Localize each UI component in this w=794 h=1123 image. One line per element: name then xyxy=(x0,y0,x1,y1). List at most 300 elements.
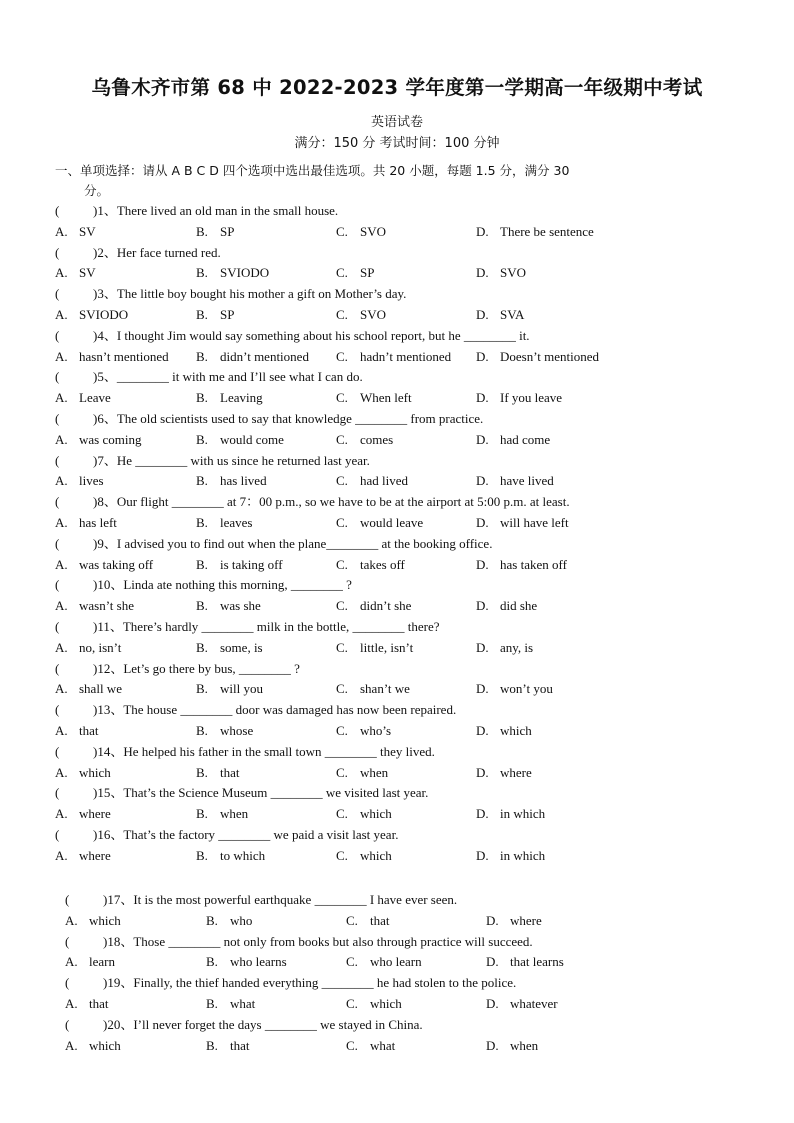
question-options xyxy=(65,994,685,1014)
option-text: to which xyxy=(220,847,266,863)
option-letter: D. xyxy=(476,306,489,322)
option-text: any, is xyxy=(500,639,534,655)
option-text: no, isn’t xyxy=(79,639,122,655)
option-text: in which xyxy=(500,806,546,822)
answer-blank[interactable]: ( xyxy=(55,244,60,260)
option-b[interactable] xyxy=(196,513,252,533)
option-text: takes off xyxy=(360,556,405,572)
option-c[interactable] xyxy=(336,721,391,741)
question-text: I advised you to find out when the plane________ at the booking office. xyxy=(116,535,493,551)
option-b[interactable] xyxy=(196,763,240,783)
option-text: Doesn’t mentioned xyxy=(500,348,600,364)
question-stem xyxy=(55,243,221,263)
question-text: He ________ with us since he returned last year. xyxy=(116,452,370,468)
option-c[interactable] xyxy=(336,763,388,783)
option-b[interactable] xyxy=(196,804,248,824)
answer-blank[interactable]: ( xyxy=(55,327,60,343)
option-text: is taking off xyxy=(220,556,283,572)
option-d[interactable] xyxy=(476,638,533,658)
option-letter: C. xyxy=(336,639,348,655)
question-item xyxy=(55,700,675,742)
option-text: which xyxy=(89,1037,121,1053)
option-text: did she xyxy=(500,598,538,614)
option-text: was coming xyxy=(79,431,142,447)
question-stem xyxy=(55,825,398,845)
option-text: wasn’t she xyxy=(79,598,135,614)
question-item xyxy=(55,825,675,867)
option-a[interactable] xyxy=(55,513,117,533)
option-letter: D. xyxy=(476,847,489,863)
option-text: that xyxy=(230,1037,250,1053)
option-text: leaves xyxy=(220,514,253,530)
question-number: )18、 xyxy=(103,933,134,949)
option-d[interactable] xyxy=(476,763,532,783)
option-a[interactable] xyxy=(55,388,111,408)
answer-blank[interactable]: ( xyxy=(55,743,60,759)
section-instructions-line1: 一、单项选择：请从 A B C D 四个选项中选出最佳选项。共 20 小题，每题 1.5 分，满分 30 xyxy=(55,163,570,178)
question-text: Her face turned red. xyxy=(116,244,221,260)
option-text: SVIODO xyxy=(220,265,270,281)
answer-blank[interactable]: ( xyxy=(55,577,60,593)
option-c[interactable] xyxy=(346,911,390,931)
option-a[interactable] xyxy=(55,763,111,783)
question-item xyxy=(55,201,675,243)
question-number: )5、 xyxy=(93,369,117,385)
question-text: The house ________ door was damaged has now been repaired. xyxy=(123,702,457,718)
option-b[interactable] xyxy=(206,1036,250,1056)
question-stem xyxy=(55,575,352,595)
answer-blank[interactable]: ( xyxy=(55,660,60,676)
option-text: little, isn’t xyxy=(360,639,414,655)
answer-blank[interactable]: ( xyxy=(55,452,60,468)
question-list-continued xyxy=(65,890,685,1056)
question-options xyxy=(65,1036,685,1056)
option-text: won’t you xyxy=(500,681,553,697)
question-options xyxy=(55,430,675,450)
option-d[interactable] xyxy=(476,596,537,616)
option-b[interactable] xyxy=(196,430,284,450)
question-options xyxy=(55,596,675,616)
option-letter: C. xyxy=(336,306,348,322)
question-stem xyxy=(55,659,300,679)
question-text: That’s the factory ________ we paid a visit last year. xyxy=(123,826,399,842)
answer-blank[interactable]: ( xyxy=(55,203,60,218)
option-text: SP xyxy=(220,223,235,239)
question-text: Finally, the thief handed everything ________ he had stolen to the police. xyxy=(133,975,517,991)
question-item xyxy=(65,932,685,974)
option-d[interactable] xyxy=(476,555,567,575)
question-stem xyxy=(55,700,456,720)
option-a[interactable] xyxy=(55,804,111,824)
option-text: has left xyxy=(79,514,117,530)
option-letter: B. xyxy=(196,681,208,697)
option-c[interactable] xyxy=(336,804,392,824)
answer-blank[interactable]: ( xyxy=(55,410,60,426)
option-text: where xyxy=(79,847,111,863)
question-number: )1、 xyxy=(93,203,117,218)
option-b[interactable] xyxy=(196,596,261,616)
option-a[interactable] xyxy=(55,638,121,658)
option-letter: C. xyxy=(336,473,348,489)
section-instructions-line2: 分。 xyxy=(84,183,110,198)
option-text: would leave xyxy=(360,514,424,530)
option-a[interactable] xyxy=(65,1036,121,1056)
option-a[interactable] xyxy=(55,430,141,450)
question-stem xyxy=(65,1015,423,1035)
option-b[interactable] xyxy=(196,388,263,408)
option-letter: A. xyxy=(55,348,68,364)
question-options xyxy=(55,222,675,242)
question-item xyxy=(55,783,675,825)
question-number: )15、 xyxy=(93,785,124,801)
option-text: who learns xyxy=(230,954,287,970)
option-letter: D. xyxy=(476,681,489,697)
question-stem xyxy=(55,492,570,512)
question-text: The old scientists used to say that knowledge ________ from practice. xyxy=(116,410,484,426)
option-text: didn’t she xyxy=(360,598,412,614)
question-stem xyxy=(65,932,533,952)
option-c[interactable] xyxy=(336,388,412,408)
question-stem xyxy=(55,409,483,429)
question-text: Those ________ not only from books but also through practice will succeed. xyxy=(133,933,533,949)
option-letter: B. xyxy=(196,806,208,822)
question-number: )19、 xyxy=(103,975,134,991)
option-text: Leave xyxy=(79,390,111,406)
option-letter: D. xyxy=(476,473,489,489)
question-number: )20、 xyxy=(103,1016,134,1032)
option-letter: D. xyxy=(476,265,489,281)
option-letter: C. xyxy=(336,681,348,697)
option-letter: A. xyxy=(55,473,68,489)
question-text: He helped his father in the small town ________ they lived. xyxy=(123,743,435,759)
option-letter: A. xyxy=(55,681,68,697)
option-b[interactable] xyxy=(196,679,263,699)
option-letter: D. xyxy=(476,764,489,780)
option-letter: A. xyxy=(55,223,68,239)
option-a[interactable] xyxy=(65,952,115,972)
option-letter: D. xyxy=(476,598,489,614)
question-text: Let’s go there by bus, ________ ? xyxy=(123,660,300,676)
option-text: was she xyxy=(220,598,261,614)
option-text: where xyxy=(500,764,532,780)
option-letter: B. xyxy=(196,722,208,738)
option-letter: D. xyxy=(476,431,489,447)
option-text: in which xyxy=(500,847,546,863)
answer-blank[interactable]: ( xyxy=(55,618,60,634)
option-a[interactable] xyxy=(55,555,153,575)
option-text: when xyxy=(510,1037,539,1053)
option-d[interactable] xyxy=(476,721,532,741)
option-letter: B. xyxy=(196,556,208,572)
question-item xyxy=(55,617,675,659)
option-d[interactable] xyxy=(476,471,554,491)
option-letter: A. xyxy=(55,764,68,780)
option-a[interactable] xyxy=(65,994,109,1014)
option-letter: B. xyxy=(196,514,208,530)
question-options xyxy=(55,763,675,783)
option-a[interactable] xyxy=(55,347,169,367)
question-options xyxy=(55,347,675,367)
option-c[interactable] xyxy=(336,555,405,575)
option-letter: D. xyxy=(476,223,489,239)
option-c[interactable] xyxy=(336,513,423,533)
option-text: SV xyxy=(79,265,96,281)
option-c[interactable] xyxy=(336,222,386,242)
option-d[interactable] xyxy=(476,679,553,699)
option-letter: D. xyxy=(476,806,489,822)
option-text: that xyxy=(89,995,109,1011)
option-text: would come xyxy=(220,431,284,447)
question-stem xyxy=(55,617,440,637)
option-a[interactable] xyxy=(55,305,128,325)
option-c[interactable] xyxy=(336,430,393,450)
option-letter: C. xyxy=(336,556,348,572)
option-letter: B. xyxy=(196,306,208,322)
question-stem xyxy=(55,534,492,554)
question-number: )6、 xyxy=(93,410,117,426)
question-item xyxy=(55,409,675,451)
question-options xyxy=(55,679,675,699)
question-number: )3、 xyxy=(93,286,117,302)
option-text: hadn’t mentioned xyxy=(360,348,452,364)
option-a[interactable] xyxy=(55,596,134,616)
answer-blank[interactable]: ( xyxy=(65,1016,70,1032)
option-text: SVO xyxy=(360,223,387,239)
question-number: )14、 xyxy=(93,743,124,759)
option-letter: D. xyxy=(486,954,499,970)
question-options xyxy=(55,721,675,741)
option-b[interactable] xyxy=(196,471,267,491)
question-stem xyxy=(55,201,338,221)
option-text: didn’t mentioned xyxy=(220,348,309,364)
option-b[interactable] xyxy=(196,721,253,741)
answer-blank[interactable]: ( xyxy=(55,702,60,718)
answer-blank[interactable]: ( xyxy=(55,286,60,302)
option-text: that xyxy=(220,764,240,780)
option-letter: C. xyxy=(336,722,348,738)
option-text: where xyxy=(79,806,111,822)
question-number: )13、 xyxy=(93,702,124,718)
option-d[interactable] xyxy=(476,388,562,408)
question-stem xyxy=(55,451,370,471)
answer-blank[interactable]: ( xyxy=(55,535,60,551)
option-letter: B. xyxy=(196,598,208,614)
question-number: )11、 xyxy=(93,618,123,634)
option-b[interactable] xyxy=(196,222,234,242)
option-d[interactable] xyxy=(476,347,599,367)
option-b[interactable] xyxy=(196,846,265,866)
question-stem xyxy=(55,783,428,803)
option-b[interactable] xyxy=(206,994,255,1014)
option-text: what xyxy=(370,1037,396,1053)
option-a[interactable] xyxy=(65,911,121,931)
option-a[interactable] xyxy=(55,721,99,741)
question-text: The little boy bought his mother a gift on Mother’s day. xyxy=(116,286,407,302)
option-text: which xyxy=(360,806,392,822)
option-a[interactable] xyxy=(55,263,96,283)
option-letter: B. xyxy=(196,473,208,489)
option-d[interactable] xyxy=(476,222,594,242)
option-b[interactable] xyxy=(196,555,283,575)
option-letter: A. xyxy=(65,954,78,970)
option-c[interactable] xyxy=(336,347,451,367)
option-letter: B. xyxy=(196,348,208,364)
option-text: had come xyxy=(500,431,551,447)
option-letter: D. xyxy=(486,912,499,928)
question-stem xyxy=(55,326,530,346)
option-text: SVA xyxy=(500,306,525,322)
exam-meta: 满分：150 分 考试时间：100 分钟 xyxy=(294,136,500,151)
answer-blank[interactable]: ( xyxy=(55,369,60,385)
answer-blank[interactable]: ( xyxy=(65,975,70,991)
option-letter: D. xyxy=(476,556,489,572)
option-letter: C. xyxy=(336,806,348,822)
answer-blank[interactable]: ( xyxy=(65,933,70,949)
option-c[interactable] xyxy=(336,305,386,325)
option-c[interactable] xyxy=(346,952,422,972)
option-b[interactable] xyxy=(196,305,234,325)
option-d[interactable] xyxy=(486,911,542,931)
question-stem xyxy=(65,890,457,910)
option-text: when xyxy=(220,806,249,822)
answer-blank[interactable]: ( xyxy=(65,892,70,907)
option-letter: A. xyxy=(55,722,68,738)
option-b[interactable] xyxy=(206,911,252,931)
option-text: who learn xyxy=(370,954,422,970)
question-item xyxy=(55,367,675,409)
option-letter: A. xyxy=(55,265,68,281)
option-text: SP xyxy=(360,265,375,281)
question-item xyxy=(55,284,675,326)
question-text: Our flight ________ at 7：00 p.m., so we have to be at the airport at 5:00 p.m. at least. xyxy=(116,494,570,510)
question-number: )9、 xyxy=(93,535,117,551)
question-options xyxy=(55,804,675,824)
option-c[interactable] xyxy=(336,638,413,658)
option-text: when xyxy=(360,764,389,780)
option-letter: B. xyxy=(206,995,218,1011)
answer-blank[interactable]: ( xyxy=(55,785,60,801)
option-d[interactable] xyxy=(486,1036,538,1056)
option-text: whatever xyxy=(510,995,558,1011)
option-letter: A. xyxy=(55,431,68,447)
question-options xyxy=(55,305,675,325)
option-text: shall we xyxy=(79,681,122,697)
option-d[interactable] xyxy=(486,952,564,972)
option-b[interactable] xyxy=(196,638,263,658)
question-item xyxy=(55,575,675,617)
question-stem xyxy=(55,742,435,762)
option-text: has taken off xyxy=(500,556,567,572)
option-letter: A. xyxy=(55,598,68,614)
option-text: which xyxy=(79,764,111,780)
option-c[interactable] xyxy=(346,1036,395,1056)
option-text: had lived xyxy=(360,473,409,489)
option-c[interactable] xyxy=(336,596,411,616)
question-options xyxy=(65,911,685,931)
question-text: ________ it with me and I’ll see what I can do. xyxy=(116,369,363,385)
option-text: have lived xyxy=(500,473,554,489)
question-text: It is the most powerful earthquake ________ I have ever seen. xyxy=(133,892,458,907)
exam-title: 乌鲁木齐市第 68 中 2022-2023 学年度第一学期高一年级期中考试 xyxy=(91,76,703,99)
option-b[interactable] xyxy=(196,263,269,283)
option-a[interactable] xyxy=(55,222,96,242)
option-c[interactable] xyxy=(346,994,402,1014)
option-c[interactable] xyxy=(336,471,408,491)
question-stem xyxy=(55,367,363,387)
option-a[interactable] xyxy=(55,471,104,491)
option-text: that xyxy=(370,912,390,928)
option-d[interactable] xyxy=(476,846,545,866)
option-d[interactable] xyxy=(476,513,569,533)
question-stem xyxy=(55,284,406,304)
option-text: SP xyxy=(220,306,235,322)
option-a[interactable] xyxy=(55,679,122,699)
question-item xyxy=(55,492,675,534)
question-number: )8、 xyxy=(93,494,117,510)
question-options xyxy=(55,263,675,283)
option-letter: A. xyxy=(55,806,68,822)
option-letter: C. xyxy=(336,598,348,614)
option-c[interactable] xyxy=(336,263,374,283)
option-text: whose xyxy=(220,722,254,738)
answer-blank[interactable]: ( xyxy=(55,826,60,842)
option-letter: D. xyxy=(476,390,489,406)
option-c[interactable] xyxy=(336,846,392,866)
option-text: shan’t we xyxy=(360,681,410,697)
option-letter: A. xyxy=(55,556,68,572)
option-b[interactable] xyxy=(206,952,287,972)
option-text: that learns xyxy=(510,954,564,970)
option-letter: C. xyxy=(336,764,348,780)
question-number: )17、 xyxy=(103,892,134,907)
option-text: that xyxy=(79,722,99,738)
option-letter: C. xyxy=(346,954,358,970)
option-d[interactable] xyxy=(476,804,545,824)
option-text: There be sentence xyxy=(500,223,594,239)
option-text: which xyxy=(370,995,402,1011)
question-number: )4、 xyxy=(93,327,117,343)
option-text: hasn’t mentioned xyxy=(79,348,169,364)
option-c[interactable] xyxy=(336,679,410,699)
option-b[interactable] xyxy=(196,347,309,367)
option-letter: C. xyxy=(346,912,358,928)
option-d[interactable] xyxy=(476,263,526,283)
option-letter: A. xyxy=(55,306,68,322)
option-d[interactable] xyxy=(486,994,558,1014)
question-item xyxy=(55,326,675,368)
option-text: which xyxy=(360,847,392,863)
option-text: what xyxy=(230,995,256,1011)
option-text: SV xyxy=(79,223,96,239)
answer-blank[interactable]: ( xyxy=(55,494,60,510)
option-text: will you xyxy=(220,681,263,697)
option-letter: D. xyxy=(476,722,489,738)
option-letter: D. xyxy=(476,514,489,530)
option-text: Leaving xyxy=(220,390,263,406)
question-item xyxy=(65,890,685,932)
question-text: There’s hardly ________ milk in the bottle, ________ there? xyxy=(122,618,440,634)
option-letter: B. xyxy=(196,223,208,239)
option-letter: A. xyxy=(65,1037,78,1053)
question-item xyxy=(65,1015,685,1057)
option-a[interactable] xyxy=(55,846,111,866)
question-options xyxy=(55,471,675,491)
option-d[interactable] xyxy=(476,430,550,450)
option-letter: C. xyxy=(336,265,348,281)
option-text: SVIODO xyxy=(79,306,129,322)
question-options xyxy=(55,638,675,658)
option-d[interactable] xyxy=(476,305,524,325)
